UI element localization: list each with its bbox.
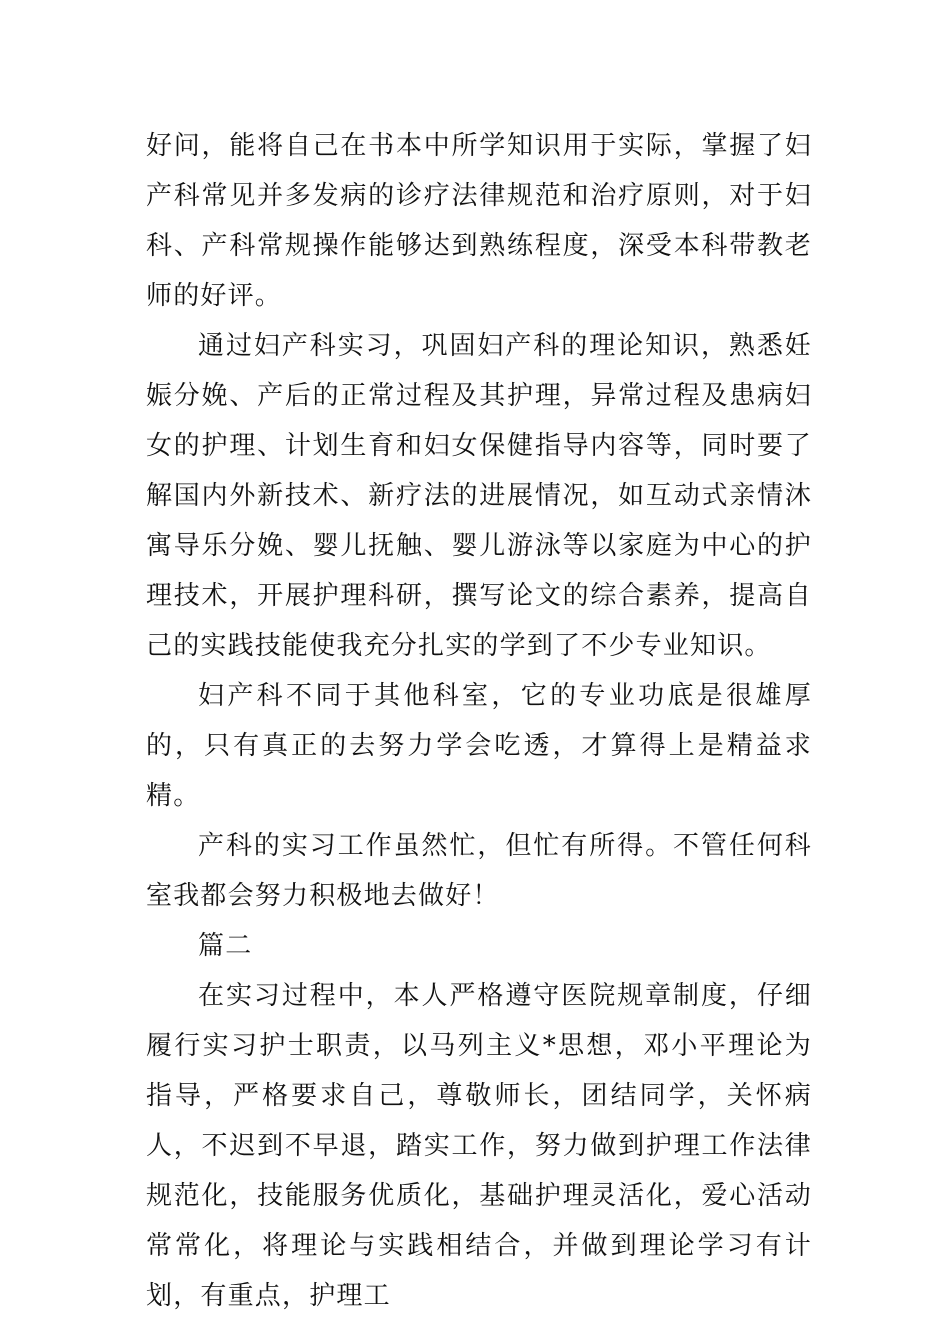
paragraph-department-difference: 妇产科不同于其他科室，它的专业功底是很雄厚的，只有真正的去努力学会吃透，才算得上是精益求精。 <box>146 681 812 811</box>
paragraph-internship-process: 在实习过程中，本人严格遵守医院规章制度，仔细履行实习护士职责，以马列主义*思想，邓小平理论为指导，严格要求自己，尊敬师长，团结同学，关怀病人，不迟到不早退，踏实工作，努力做到护理工作法律规范化，技能服务优质化，基础护理灵活化，爱心活动常常化，将理论与实践相结合，并做到理论学习有计划，有重点，护理工 <box>146 981 812 1311</box>
paragraph-busy-but-rewarding: 产科的实习工作虽然忙，但忙有所得。不管任何科室我都会努力积极地去做好！ <box>146 831 812 911</box>
section-heading: 篇二 <box>198 931 253 961</box>
paragraph-obstetrics-internship: 通过妇产科实习，巩固妇产科的理论知识，熟悉妊娠分娩、产后的正常过程及其护理，异常过程及患病妇女的护理、计划生育和妇女保健指导内容等，同时要了解国内外新技术、新疗法的进展情况，如互动式亲情沐寓导乐分娩、婴儿抚触、婴儿游泳等以家庭为中心的护理技术，开展护理科研，撰写论文的综合素养，提高自己的实践技能使我充分扎实的学到了不少专业知识。 <box>146 331 812 661</box>
document-body <box>146 121 812 1321</box>
paragraph-continued: 好问，能将自己在书本中所学知识用于实际，掌握了妇产科常见并多发病的诊疗法律规范和治疗原则，对于妇科、产科常规操作能够达到熟练程度，深受本科带教老师的好评。 <box>146 131 812 311</box>
